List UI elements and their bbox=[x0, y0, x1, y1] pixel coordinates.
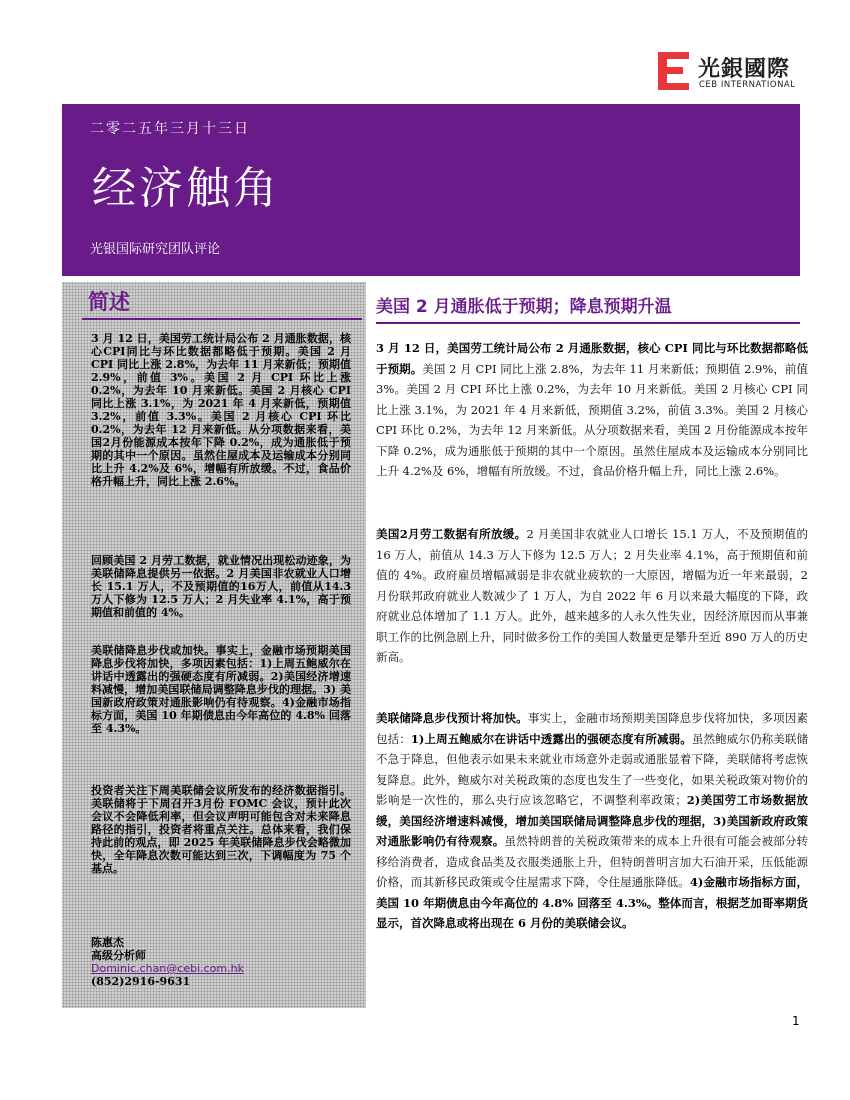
paragraph-lead: 3 月 12 日，美国劳工统计局公布 2 月通胀数据，核心 CPI 同比与环比数据都略低于预期。 bbox=[376, 341, 808, 376]
ceb-logo bbox=[656, 50, 806, 94]
paragraph-body: 美国 2 月 CPI 同比上涨 2.8%，为去年 11 月来新低；预期值 2.9%，前值 3%。美国 2 月 CPI 环比上涨 0.2%，为去年 10 月来新低。美国 2 月核心 CPI 同比上涨 3.1%，为 2021 年 4 月来新低，预期值 3.2%，前值 3.3%。美国 2 月核心 CPI 环比 0.2%，为去年 12 月来新低。从分项数据来看，美国 2 月份能源成本按年下降 0.2%，成为通胀低于预期的其中一个原因。虽然住屋成本及运输成本分别同比上升 4.2%及 6%，增幅有所放缓。不过，食品价格升幅上升，同比上涨 2.6%。 bbox=[376, 361, 809, 478]
page-number: 1 bbox=[792, 1014, 800, 1028]
summary-paragraph: 美联储降息步伐或加快。事实上，金融市场预期美国降息步伐将加快，多项因素包括：1)上周五鲍威尔在讲话中透露出的强硬态度有所减弱。2)美国经济增速料减慢，增加美国联储局调整降息步伐的理据。3) 美国新政府政策对通胀影响仍有待观察。4)金融市场指标方面，美国 10 年期债息由今年高位的 4.8% 回落至 4.3%。 bbox=[91, 644, 351, 735]
summary-sidebar bbox=[62, 282, 366, 1008]
report-title: 经济触角 bbox=[92, 163, 280, 214]
report-date: 二零二五年三月十三日 bbox=[90, 121, 250, 137]
analyst-contact bbox=[91, 936, 351, 988]
article-paragraph bbox=[376, 708, 808, 934]
header-banner bbox=[62, 104, 800, 276]
article-title-divider bbox=[376, 322, 800, 324]
report-subtitle: 光银国际研究团队评论 bbox=[90, 242, 221, 257]
analyst-email-link[interactable]: Dominic.chan@cebi.com.hk bbox=[91, 962, 244, 975]
logo-chinese-name: 光銀國際 bbox=[698, 57, 791, 82]
paragraph-lead: 美国2月劳工数据有所放缓。 bbox=[376, 527, 527, 541]
analyst-name: 陈惠杰 bbox=[91, 936, 124, 949]
paragraph-text: 事实上，金融市场预期美国降息步伐将加快，多项因素包括： bbox=[376, 711, 809, 746]
summary-heading: 简述 bbox=[88, 290, 130, 314]
logo-english-name: CEB INTERNATIONAL bbox=[699, 80, 796, 90]
summary-divider bbox=[82, 318, 362, 320]
paragraph-bold-point: 4)金融市场指标方面，美国 10 年期债息由今年高位的 4.8% 回落至 4.3%。整体而言，根据芝加哥率期货显示，首次降息或将出现在 6 月份的美联储会议。 bbox=[376, 875, 809, 930]
paragraph-bold-point: 1)上周五鲍威尔在讲话中透露出的强硬态度有所减弱。 bbox=[410, 731, 692, 746]
paragraph-lead: 美联储降息步伐预计将加快。 bbox=[376, 711, 528, 725]
analyst-title: 高级分析师 bbox=[91, 949, 146, 962]
paragraph-bold-point: 2)美国劳工市场数据放缓，美国经济增速料减慢，增加美国联储局调整降息步伐的理据，3)美国新政府政策对通胀影响仍有待观察。 bbox=[376, 793, 808, 848]
analyst-phone: (852)2916-9631 bbox=[91, 975, 191, 988]
paragraph-text: 虽然特朗普的关税政策带来的成本上升很有可能会被部分转移给消费者，造成食品类及衣服类通胀上升，但特朗普明言加大石油开采，压低能源价格，而其新移民政策或令住屋需求下降，令住屋通胀降低。 bbox=[376, 834, 809, 889]
ceb-logo-icon bbox=[656, 50, 692, 92]
paragraph-text: 虽然鲍威尔仍称美联储不急于降息，但他表示如果未来就业市场意外走弱或通胀显着下降，美联储将考虑恢复降息。此外，鲍威尔对关税政策的态度也发生了一些变化，如果关税政策对物价的影响是一次性的，那么央行应该忽略它，不调整利率政策； bbox=[376, 731, 809, 807]
summary-paragraph: 投资者关注下周美联储会议所发布的经济数据指引。美联储将于下周召开3月份 FOMC 会议，预计此次会议不会降低利率，但会议声明可能包含对未来降息路径的指引，投资者将重点关注。总体来看，我们保持此前的观点，即 2025 年美联储降息步伐会略微加快，全年降息次数可能达到三次，下调幅度为 75 个基点。 bbox=[91, 784, 351, 875]
summary-paragraph: 3 月 12 日，美国劳工统计局公布 2 月通胀数据，核心CPI同比与环比数据都略低于预期。美国 2 月 CPI 同比上涨 2.8%，为去年 11 月来新低；预期值 2.9%，前值 3%。美国 2 月 CPI 环比上涨 0.2%，为去年 10 月来新低。美国 2 月核心 CPI 同比上涨 3.1%，为 2021 年 4 月来新低，预期值 3.2%，前值 3.3%。美国 2 月核心 CPI 环比 0.2%，为去年 12 月来新低。从分项数据来看，美国2月份能源成本按年下降 0.2%，成为通胀低于预期的其中一个原因。虽然住屋成本及运输成本分别同比上升 4.2%及 6%，增幅有所放缓。不过，食品价格升幅上升，同比上涨 2.6%。 bbox=[91, 332, 351, 488]
article-paragraph bbox=[376, 524, 808, 668]
article-paragraph bbox=[376, 338, 808, 482]
paragraph-body: 2 月美国非农就业人口增长 15.1 万人，不及预期值的 16 万人，前值从 14.3 万人下修为 12.5 万人；2 月失业率 4.1%，高于预期值和前值的 4%。政府雇员增幅减弱是非农就业疲软的一大原因，增幅为近一年来最弱，2 月份联邦政府就业人数减少了 1 万人，为自 2022 年 6 月以来最大幅度的下降，政府就业总体增加了 1.1 万人。此外，越来越多的人永久性失业，因经济原因而从事兼职工作的比例急剧上升，同时做多份工作的美国人数量更是攀升至近 890 万人的历史新高。 bbox=[376, 527, 808, 664]
article-title: 美国 2 月通胀低于预期；降息预期升温 bbox=[376, 297, 672, 317]
summary-paragraph: 回顾美国 2 月劳工数据，就业情况出现松动迹象，为美联储降息提供另一依据。2 月美国非农就业人口增长 15.1 万人，不及预期值的16万人，前值从14.3万人下修为 12.5 万人；2 月失业率 4.1%，高于预期值和前值的 4%。 bbox=[91, 554, 351, 619]
